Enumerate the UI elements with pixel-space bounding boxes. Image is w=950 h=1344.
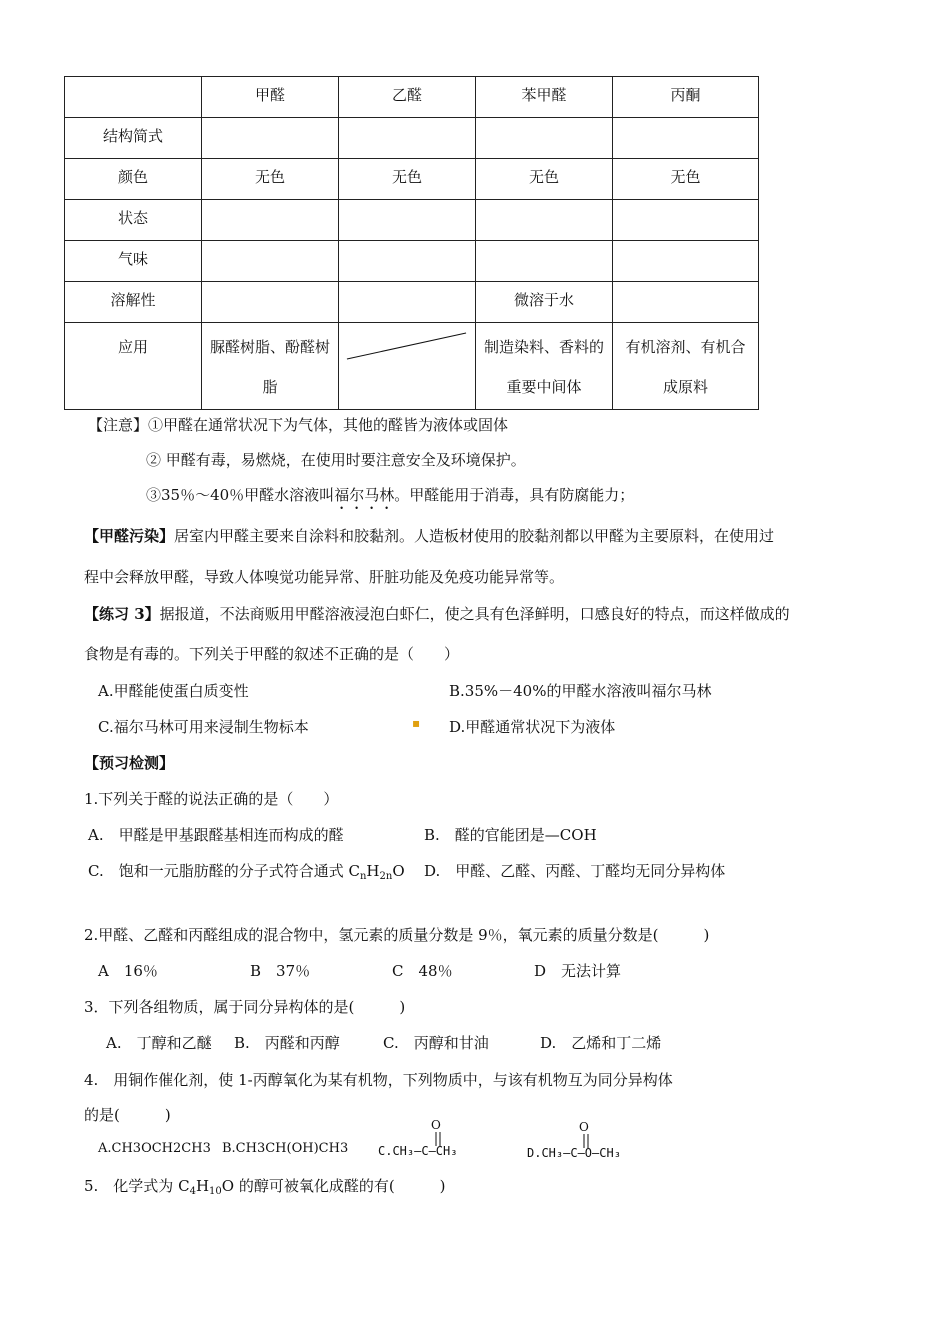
note-text: 。甲醛能用于消毒，具有防腐能力； bbox=[394, 486, 635, 504]
row-label: 状态 bbox=[65, 200, 202, 241]
exercise3-option-c: C.福尔马林可用来浸制生物标本 bbox=[98, 718, 309, 736]
table-cell bbox=[476, 241, 613, 282]
q3-option-d: D. 乙烯和丁二烯 bbox=[540, 1034, 662, 1052]
table-cell: 微溶于水 bbox=[476, 282, 613, 323]
q2-option-c: C 48％ bbox=[392, 962, 453, 980]
row-label: 溶解性 bbox=[65, 282, 202, 323]
question-text: 5. 化学式为 C bbox=[84, 1177, 190, 1195]
q1-option-d: D. 甲醛、乙醛、丙醛、丁醛均无同分异构体 bbox=[424, 862, 726, 880]
table-cell: 无色 bbox=[202, 159, 339, 200]
q4-stem-2: 的是( ) bbox=[84, 1106, 171, 1124]
structure-formula: C.CH₃—C—CH₃ bbox=[378, 1144, 458, 1158]
q3-option-a: A. 丁醇和乙醚 bbox=[106, 1034, 212, 1052]
carbonyl-oxygen: O bbox=[579, 1120, 589, 1134]
exercise-text: 据报道，不法商贩用甲醛溶液浸泡白虾仁，使之具有色泽鲜明，口感良好的特点，而这样做成的 bbox=[159, 605, 790, 623]
subscript: 4 bbox=[189, 1186, 196, 1197]
table-cell bbox=[613, 200, 759, 241]
table-cell bbox=[339, 282, 476, 323]
note-text: ③35％～40％甲醛水溶液叫 bbox=[146, 486, 335, 504]
table-cell: 无色 bbox=[476, 159, 613, 200]
table-row bbox=[65, 200, 759, 241]
q2-option-a: A 16％ bbox=[98, 962, 158, 980]
table-cell: 制造染料、香料的重要中间体 bbox=[476, 323, 613, 410]
q1-option-b: B. 醛的官能团是—COH bbox=[424, 826, 597, 844]
emphasized-term: 福尔马林 bbox=[334, 486, 395, 504]
question-text: O 的醇可被氧化成醛的有( ) bbox=[221, 1177, 446, 1195]
subscript: 10 bbox=[209, 1186, 222, 1197]
table-cell: 无色 bbox=[339, 159, 476, 200]
q4-stem-1: 4. 用铜作催化剂，使 1-丙醇氧化为某有机物，下列物质中，与该有机物互为同分异构体 bbox=[84, 1071, 673, 1089]
table-header-cell: 乙醛 bbox=[339, 77, 476, 118]
exercise3-option-d: D.甲醛通常状况下为液体 bbox=[449, 718, 616, 736]
note-line-1 bbox=[88, 414, 508, 435]
q1-stem: 1.下列关于醛的说法正确的是（ ） bbox=[84, 790, 339, 808]
table-header-cell: 甲醛 bbox=[202, 77, 339, 118]
carbonyl-oxygen: O bbox=[431, 1118, 441, 1132]
note-label: 【注意】 bbox=[88, 416, 149, 434]
q4-option-a: A.CH3OCH2CH3 bbox=[98, 1141, 211, 1156]
structure-formula: D.CH₃—C—O—CH₃ bbox=[527, 1146, 621, 1160]
q3-stem: 3．下列各组物质，属于同分异构体的是( ) bbox=[84, 998, 406, 1016]
row-label: 结构简式 bbox=[65, 118, 202, 159]
diagonal-slash-icon bbox=[339, 327, 475, 387]
preview-title: 【预习检测】 bbox=[84, 754, 175, 772]
table-row bbox=[65, 159, 759, 200]
q3-option-b: B. 丙醛和丙醇 bbox=[234, 1034, 340, 1052]
exercise3-line-1 bbox=[84, 603, 790, 624]
table-cell-slashed bbox=[339, 323, 476, 410]
table-cell bbox=[476, 118, 613, 159]
exercise-label: 【练习 3】 bbox=[84, 605, 160, 623]
table-cell bbox=[202, 118, 339, 159]
table-cell bbox=[339, 118, 476, 159]
option-text: C. 饱和一元脂肪醛的分子式符合通式 C bbox=[88, 862, 360, 880]
row-label: 应用 bbox=[65, 323, 202, 410]
subscript: 2n bbox=[379, 871, 393, 882]
table-cell bbox=[202, 282, 339, 323]
option-text: O bbox=[392, 862, 405, 880]
q2-stem: 2.甲醛、乙醛和丙醛组成的混合物中，氢元素的质量分数是 9％，氧元素的质量分数是( ) bbox=[84, 926, 710, 944]
table-row bbox=[65, 282, 759, 323]
table-cell bbox=[476, 200, 613, 241]
aldehyde-properties-table bbox=[64, 76, 759, 410]
exercise3-option-b: B.35%－40%的甲醛水溶液叫福尔马林 bbox=[449, 682, 712, 700]
pollution-label: 【甲醛污染】 bbox=[84, 527, 175, 545]
q3-option-c: C. 丙醇和甘油 bbox=[383, 1034, 489, 1052]
q1-option-a: A. 甲醛是甲基跟醛基相连而构成的醛 bbox=[88, 826, 344, 844]
stray-dot-mark: ▪ bbox=[412, 716, 421, 730]
pollution-text: 居室内甲醛主要来自涂料和胶黏剂。人造板材使用的胶黏剂都以甲醛为主要原料，在使用过 bbox=[174, 527, 775, 545]
table-header-cell bbox=[65, 77, 202, 118]
table-cell bbox=[202, 241, 339, 282]
question-text: H bbox=[195, 1177, 210, 1195]
pollution-line-2: 程中会释放甲醛，导致人体嗅觉功能异常、肝脏功能及免疫功能异常等。 bbox=[84, 568, 565, 586]
q4-option-d-structure bbox=[527, 1120, 667, 1162]
table-header-row bbox=[65, 77, 759, 118]
table-cell: 无色 bbox=[613, 159, 759, 200]
q2-option-b: B 37％ bbox=[250, 962, 311, 980]
table-cell bbox=[613, 118, 759, 159]
subscript: n bbox=[359, 871, 367, 882]
row-label: 气味 bbox=[65, 241, 202, 282]
q2-option-d: D 无法计算 bbox=[534, 962, 622, 980]
note-text: ①甲醛在通常状况下为气体，其他的醛皆为液体或固体 bbox=[148, 416, 509, 434]
q1-option-c bbox=[88, 860, 405, 882]
q4-option-b: B.CH3CH(OH)CH3 bbox=[222, 1141, 349, 1156]
table-header-cell: 丙酮 bbox=[613, 77, 759, 118]
table-cell: 脲醛树脂、酚醛树脂 bbox=[202, 323, 339, 410]
exercise3-option-a: A.甲醛能使蛋白质变性 bbox=[98, 682, 249, 700]
table-cell bbox=[613, 282, 759, 323]
table-cell bbox=[613, 241, 759, 282]
table-row bbox=[65, 118, 759, 159]
option-text: H bbox=[366, 862, 380, 880]
row-label: 颜色 bbox=[65, 159, 202, 200]
q5-stem bbox=[84, 1175, 446, 1197]
table-row bbox=[65, 241, 759, 282]
table-row-application bbox=[65, 323, 759, 410]
exercise3-line-2: 食物是有毒的。下列关于甲醛的叙述不正确的是（ ） bbox=[84, 645, 460, 663]
table-cell bbox=[339, 241, 476, 282]
q4-option-c-structure bbox=[378, 1118, 488, 1160]
table-cell: 有机溶剂、有机合成原料 bbox=[613, 323, 759, 410]
table-cell bbox=[202, 200, 339, 241]
table-header-cell: 苯甲醛 bbox=[476, 77, 613, 118]
note-line-3 bbox=[146, 484, 634, 513]
note-line-2: ② 甲醛有毒，易燃烧，在使用时要注意安全及环境保护。 bbox=[146, 451, 526, 469]
pollution-line-1 bbox=[84, 525, 774, 546]
table-cell bbox=[339, 200, 476, 241]
